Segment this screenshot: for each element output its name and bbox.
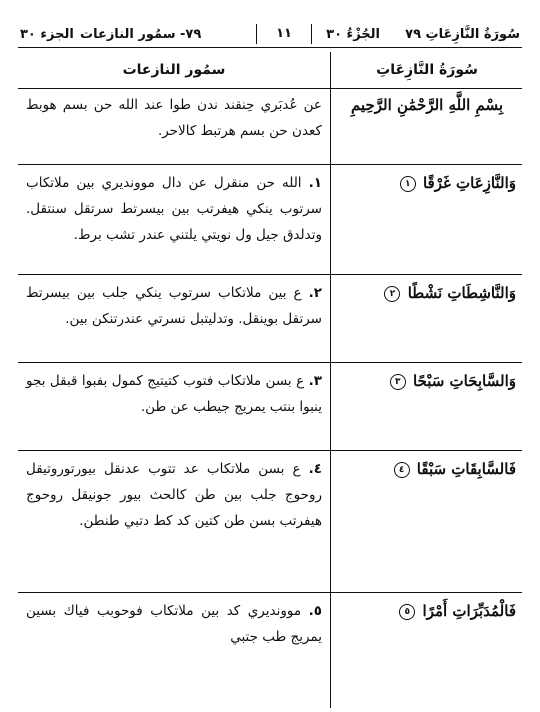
header-juz-arabic: الجُزْءُ ٣٠ [326,27,380,42]
verse-translation-1 [26,170,322,248]
verse-arabic-4 [338,460,516,478]
verse-text: ع بسن ملاتكاب فتوب كتيتيج كمول بفبوا قبقل بجو ينبوا بنتب يمريج جيطب عن طن. [26,373,322,415]
header-surah-name: سُورَةُ النَّازِعَاتِ ٧٩ [405,27,520,42]
verse-number: ٣. [308,373,322,389]
arabic-column-title: سُورَةُ النَّازِعَاتِ [376,62,478,78]
verse-number: ٢. [308,285,322,301]
verse-arabic-2 [338,284,516,302]
verse-arabic-text: وَالنَّازِعَاتِ غَرْقًا [422,174,516,192]
ayah-marker: ٥ [399,604,415,620]
verse-arabic-3 [338,372,516,390]
column-divider [330,52,331,708]
verse-number: ١. [308,175,322,191]
page-number: ١١ [276,26,292,41]
verse-arabic-text: فَالْمُدَبِّرَاتِ أَمْرًا [422,602,516,620]
header-divider [18,47,522,48]
bismillah: بِسْمِ اللَّهِ الرَّحْمَٰنِ الرَّحِيمِ [350,96,504,114]
verse-text: الله حن منقرل عن دال موونديري بين ملاتكاب سرتوب ينكي هيفرتب بين بيسرتط سرتقل سنتقل. وتدلدق جيل ول نويتي يلتني عندر تشب برط. [26,175,322,243]
page-number-box [256,24,312,44]
row-divider [18,592,522,593]
row-divider [18,450,522,451]
verse-number: ٤. [308,461,322,477]
verse-translation-5 [26,598,322,650]
verse-arabic-text: وَالسَّابِحَاتِ سَبْحًا [412,372,516,390]
verse-number: ٥. [308,603,322,619]
ayah-marker: ٣ [390,374,406,390]
verse-arabic-text: فَالسَّابِقَاتِ سَبْقًا [416,460,516,478]
verse-translation-2 [26,280,322,332]
header-surah-title: ٧٩- سمُور النازعات [80,27,202,42]
verse-text: ع بين ملاتكاب سرتوب ينكي جلب بين بيسرتط سرتقل بوينقل. وتدليتبل نسرتي عندرتنكن بين. [26,285,322,327]
intro-text: عن عُدبَري حِنقند ندن طوا عند الله حن بسم هوبط كعدن حن بسم هرتبط كالاحر. [26,97,322,139]
page [18,22,522,712]
ayah-marker: ٤ [394,462,410,478]
page-header [18,22,522,52]
verse-arabic-1 [338,174,516,192]
row-divider [18,274,522,275]
verse-translation-3 [26,368,322,420]
verse-arabic-5 [338,602,516,620]
translation-column-title: سمُور النازعات [122,62,226,78]
header-juz-jawi: الجزء ٣٠ [20,27,74,42]
ayah-marker: ٢ [384,286,400,302]
ayah-marker: ١ [400,176,416,192]
row-divider [18,88,522,89]
verse-text: موونديري كد بين ملاتكاب فوحوبب فياك بسين يمريج طب جتبي [26,603,322,645]
verse-arabic-text: وَالنَّاشِطَاتِ نَشْطًا [407,284,516,302]
verse-translation-4 [26,456,322,534]
verse-text: ع بسن ملاتكاب عد تتوب عدنقل بيورتوروتيقل روحوج جلب بين طن كالحث بيور جونيقل روحوج هيفرتب بسن طن كتين كد كط دتبي طنطن. [26,461,322,529]
content-table [18,52,522,708]
row-divider [18,362,522,363]
row-divider [18,164,522,165]
